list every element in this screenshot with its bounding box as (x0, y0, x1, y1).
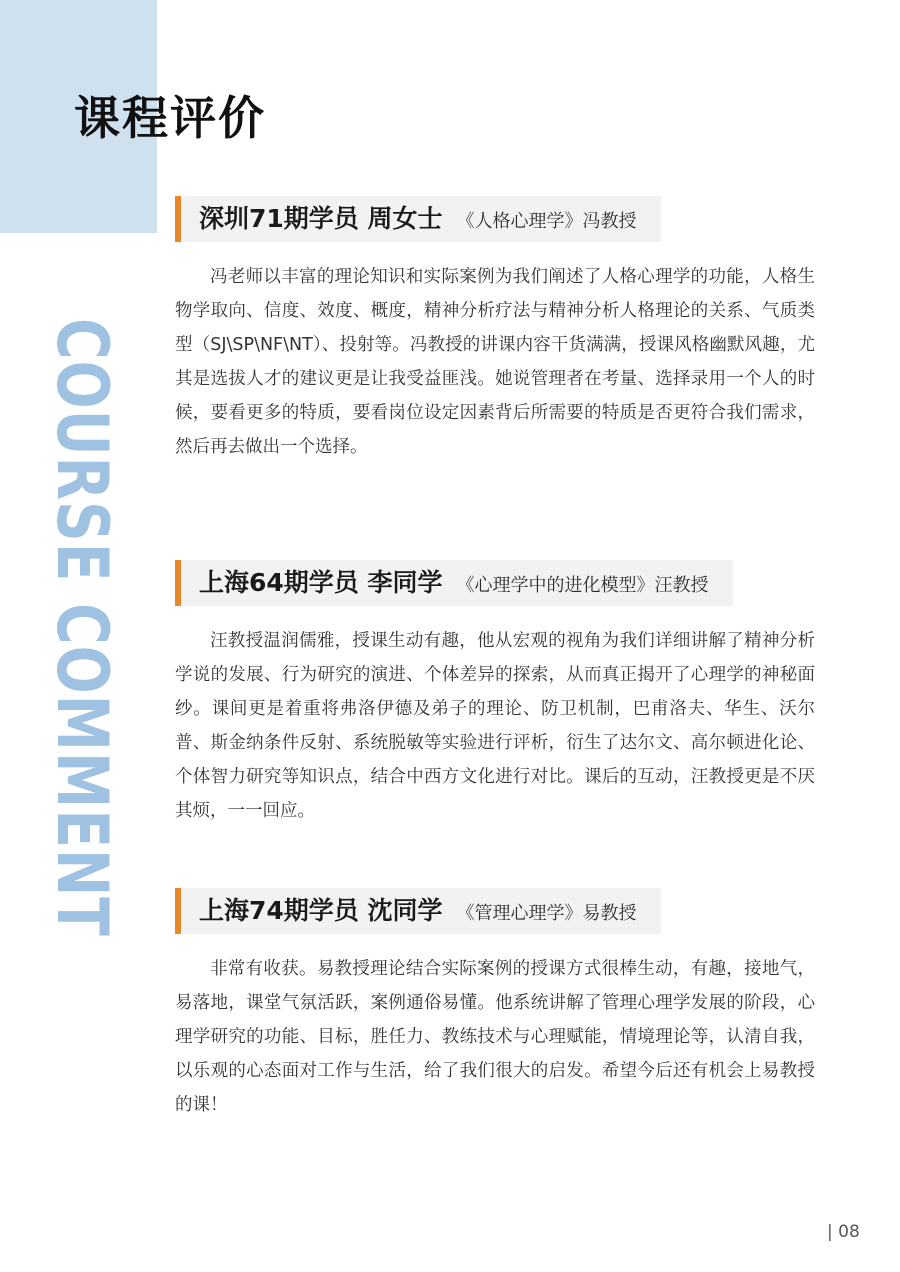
course-name: 《人格心理学》冯教授 (456, 211, 637, 232)
page-title: 课程评价 (74, 91, 266, 145)
page-number: | 08 (827, 1222, 860, 1242)
comment-text: 冯老师以丰富的理论知识和实际案例为我们阐述了人格心理学的功能，人格生物学取向、信度、效度、概度，精神分析疗法与精神分析人格理论的关系、气质类型（SJ\SP\NF\NT）、投射等。冯教授的讲课内容干货满满，授课风格幽默风趣，尤其是选拔人才的建议更是让我受益匪浅。她说管理者在考量、选择录用一个人的时候，要看更多的特质，要看岗位设定因素背后所需要的特质是否更符合我们需求，然后再去做出一个选择。 (175, 267, 815, 457)
comment-section-3 (175, 888, 815, 1122)
student-name: 上海74期学员 沈同学 (199, 896, 443, 925)
comment-header (175, 196, 661, 242)
student-name: 上海64期学员 李同学 (199, 568, 443, 597)
comment-text: 汪教授温润儒雅，授课生动有趣，他从宏观的视角为我们详细讲解了精神分析学说的发展、行为研究的演进、个体差异的探索，从而真正揭开了心理学的神秘面纱。课间更是着重将弗洛伊德及弟子的理论、防卫机制，巴甫洛夫、华生、沃尔普、斯金纳条件反射、系统脱敏等实验进行评析，衍生了达尔文、高尔顿进化论、个体智力研究等知识点，结合中西方文化进行对比。课后的互动，汪教授更是不厌其烦，一一回应。 (175, 631, 815, 821)
comment-text: 非常有收获。易教授理论结合实际案例的授课方式很棒生动，有趣，接地气，易落地，课堂气氛活跃，案例通俗易懂。他系统讲解了管理心理学发展的阶段，心理学研究的功能、目标，胜任力、教练技术与心理赋能，情境理论等，认清自我，以乐观的心态面对工作与生活，给了我们很大的启发。希望今后还有机会上易教授的课！ (175, 959, 815, 1115)
student-name: 深圳71期学员 周女士 (199, 204, 443, 233)
comment-header (175, 560, 733, 606)
course-name: 《管理心理学》易教授 (456, 903, 637, 924)
comment-section-2 (175, 560, 815, 828)
comment-section-1 (175, 196, 815, 464)
comment-header (175, 888, 661, 934)
course-name: 《心理学中的进化模型》汪教授 (456, 575, 709, 596)
vertical-decorative-text: COURSE COMMENT (41, 318, 123, 937)
